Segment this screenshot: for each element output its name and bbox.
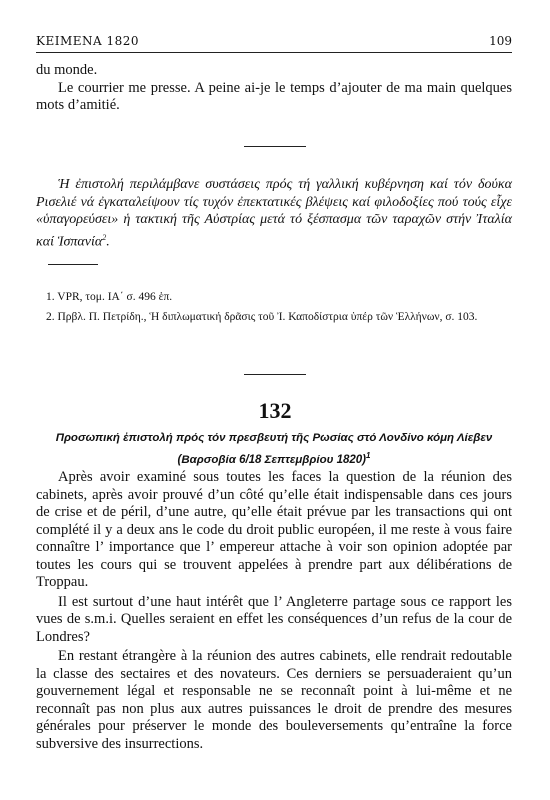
footnote-2: 2. Πρβλ. Π. Πετρίδη., Ἡ διπλωματική δρᾶσις τοῦ Ἰ. Καποδίστρια ὑπέρ τῶν Ἑλλήνων, σ. 103.	[46, 311, 478, 323]
section-rule-2	[244, 374, 306, 375]
greek-commentary-text: Ἡ ἐπιστολή περιλάμβανε συστάσεις πρός τή γαλλική κυβέρνηση καί τόν δούκα Ρισελιέ νά ἐγκαταλείψουν τίς τυχόν ἐπεκτατικές βλέψεις καί φιλοδοξίες πού τούς εἶχε «ὑπαγορεύσει» ἡ τακτική τῆς Αὐστρίας μετά τό ξέσπασμα τῶν ταραχῶν στήν Ἰταλία καί Ἱσπανία	[36, 177, 512, 250]
continued-line: du monde.	[36, 62, 98, 78]
section-rule	[244, 146, 306, 147]
document-date: (Βαρσοβία 6/18 Σεπτεμβρίου 1820)	[177, 453, 366, 466]
document-title-line1: Προσωπική ἐπιστολή πρός τόν πρεσβευτή τῆς Ρωσίας στό Λονδίνο κόμη Λίεβεν	[55, 432, 493, 444]
letter-body	[36, 469, 512, 753]
footnote-1: 1. VPR, τομ. ΙΑ΄ σ. 496 ἑπ.	[46, 291, 173, 303]
footnote-mark: 2	[102, 232, 107, 242]
footnotes	[36, 290, 512, 325]
footnote-rule	[48, 264, 98, 265]
page-number: 109	[489, 34, 512, 48]
header-rule	[36, 52, 512, 53]
running-header-title: KEIMENA 1820	[36, 34, 140, 48]
greek-commentary: Ἡ ἐπιστολή περιλάμβανε συστάσεις πρός τή γαλλική κυβέρνηση καί τόν δούκα Ρισελιέ νά ἐγκαταλείψουν τίς τυχόν ἐπεκτατικές βλέψεις καί φιλοδοξίες πού τούς εἶχε «ὑπαγορεύσει» ἡ τακτική τῆς Αὐστρίας μετά τό ξέσπασμα τῶν ταραχῶν στήν Ἰταλία καί Ἱσπανία$^2$.	[36, 177, 512, 250]
body-paragraph-2: Il est surtout d’une haut intérêt que l’ Angleterre partage sous ce rapport les vues de s.m.i. Quelles seraient en effet les conséquences d’un refus de la cour de Londres?	[36, 593, 512, 645]
closing-paragraph: Le courrier me presse. A peine ai-je le temps d’ajouter de ma main quelques mots d’amitié.	[36, 79, 512, 113]
title-footnote-mark: 1	[366, 451, 371, 460]
document-number: 132	[258, 398, 292, 423]
body-paragraph-3: En restant étrangère à la réunion des autres cabinets, elle rendrait redoutable la classe des sectaires et des novateurs. Ces derniers se persuaderaient qu’un gouvernement légal et responsable ne se reconnaît point à lui-même et ne reconnaît pas non plus aux autres puissances le droit de prendre des mesures générales pour préserver le monde des bouleversements qu’entraîne la force subversive des insurrections.	[36, 648, 512, 752]
body-paragraph-1: Après avoir examiné sous toutes les faces la question de la réunion des cabinets, après avoir prouvé d’un côté qu’elle était indispensable dans ces jours de crise et de péril, d’une autre, qu’elle était prévue par les transactions qui ont complété il y a deux ans le code du droit public européen, il me reste à vous faire connaître l’ importance que l’ empereur attache à voir son opinion adoptée par toutes les cours qui se trouvent appelées à prendre part aux délibérations de Troppau.	[36, 469, 512, 590]
document-title-line2	[36, 447, 512, 469]
continued-text	[36, 62, 512, 115]
running-header	[36, 34, 512, 52]
document-title	[36, 430, 512, 469]
